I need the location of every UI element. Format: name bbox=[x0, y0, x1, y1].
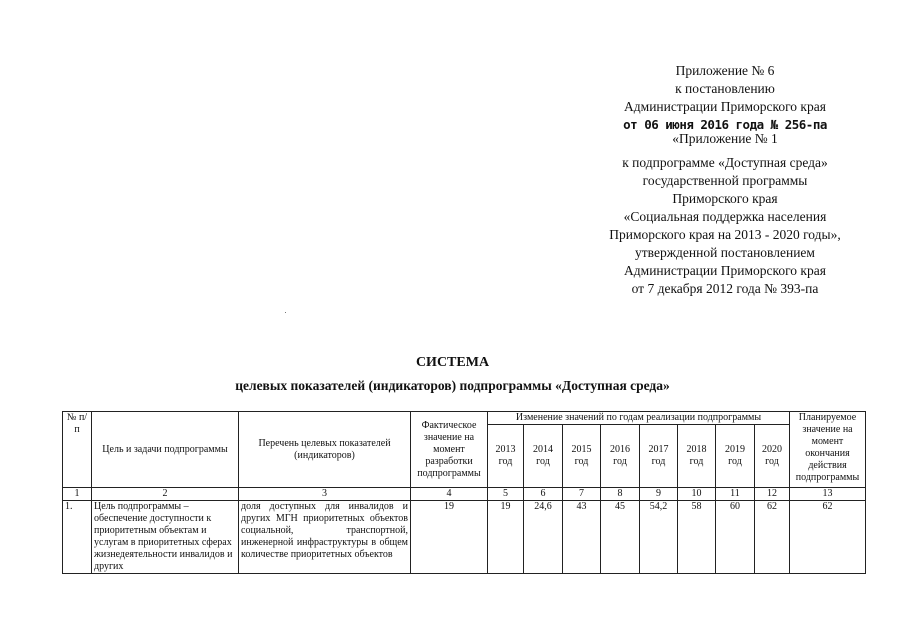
header-line: утвержденной постановлением bbox=[635, 245, 815, 260]
row-value-2017: 54,2 bbox=[640, 501, 678, 574]
document-subtitle: целевых показателей (индикаторов) подпрограммы «Доступная среда» bbox=[235, 378, 670, 393]
column-number: 3 bbox=[239, 488, 411, 501]
decree-stamp: от 06 июня 2016 года № 256-па bbox=[623, 117, 827, 132]
row-value-2013: 19 bbox=[488, 501, 524, 574]
column-number-row bbox=[63, 488, 866, 501]
column-number: 6 bbox=[524, 488, 563, 501]
row-value-2020: 62 bbox=[755, 501, 790, 574]
header-line: «Социальная поддержка населения bbox=[623, 209, 827, 224]
column-number: 12 bbox=[755, 488, 790, 501]
year-header: 2018 год bbox=[678, 425, 716, 488]
row-indicator: доля доступных для инвалидов и других МГН приоритетных объектов социальной, транспортной, инженерной инфраструктуры в общем количестве приоритетных объектов bbox=[239, 501, 411, 574]
scan-speck bbox=[285, 312, 286, 313]
header-line: от 7 декабря 2012 года № 393-па bbox=[631, 281, 819, 296]
col-header-change: Изменение значений по годам реализации подпрограммы bbox=[488, 412, 790, 425]
row-value-2018: 58 bbox=[678, 501, 716, 574]
document-title: СИСТЕМА bbox=[415, 355, 490, 370]
year-header: 2020 год bbox=[755, 425, 790, 488]
row-actual: 19 bbox=[411, 501, 488, 574]
column-number: 2 bbox=[92, 488, 239, 501]
column-number: 1 bbox=[63, 488, 92, 501]
year-header: 2016 год bbox=[601, 425, 640, 488]
col-header-goal: Цель и задачи подпрограммы bbox=[92, 412, 239, 488]
row-value-2016: 45 bbox=[601, 501, 640, 574]
header-line: Администрации Приморского края bbox=[624, 99, 826, 114]
row-goal: Цель подпрограммы – обеспечение доступности к приоритетным объектам и услугам в приоритетных сферах жизнедеятельности инвалидов и других bbox=[92, 501, 239, 574]
header-line: к постановлению bbox=[675, 81, 775, 96]
appendix-title: Приложение № 6 bbox=[675, 63, 775, 78]
row-value-2014: 24,6 bbox=[524, 501, 563, 574]
column-number: 13 bbox=[790, 488, 866, 501]
appendix-header bbox=[560, 62, 890, 298]
row-number: 1. bbox=[63, 501, 92, 574]
col-header-actual: Фактическое значение на момент разработки подпрограммы bbox=[411, 412, 488, 488]
header-line: Приморского края bbox=[672, 191, 778, 206]
column-number: 5 bbox=[488, 488, 524, 501]
indicators-table bbox=[62, 411, 866, 574]
table-header-row bbox=[63, 412, 866, 425]
header-line: Администрации Приморского края bbox=[624, 263, 826, 278]
year-header: 2019 год bbox=[716, 425, 755, 488]
col-header-num: № п/п bbox=[63, 412, 92, 488]
header-line: к подпрограмме «Доступная среда» bbox=[622, 155, 828, 170]
column-number: 8 bbox=[601, 488, 640, 501]
year-header: 2013 год bbox=[488, 425, 524, 488]
column-number: 9 bbox=[640, 488, 678, 501]
col-header-indicators: Перечень целевых показателей (индикаторов) bbox=[239, 412, 411, 488]
column-number: 10 bbox=[678, 488, 716, 501]
row-planned: 62 bbox=[790, 501, 866, 574]
row-value-2015: 43 bbox=[563, 501, 601, 574]
column-number: 11 bbox=[716, 488, 755, 501]
year-header: 2014 год bbox=[524, 425, 563, 488]
year-header: 2015 год bbox=[563, 425, 601, 488]
column-number: 7 bbox=[563, 488, 601, 501]
column-number: 4 bbox=[411, 488, 488, 501]
header-line: государственной программы bbox=[642, 173, 808, 188]
header-line: Приморского края на 2013 - 2020 годы», bbox=[609, 227, 841, 242]
table-row bbox=[63, 501, 866, 574]
row-value-2019: 60 bbox=[716, 501, 755, 574]
col-header-planned: Планируемое значение на момент окончания действия подпрограммы bbox=[790, 412, 866, 488]
header-line: «Приложение № 1 bbox=[672, 131, 778, 146]
year-header: 2017 год bbox=[640, 425, 678, 488]
